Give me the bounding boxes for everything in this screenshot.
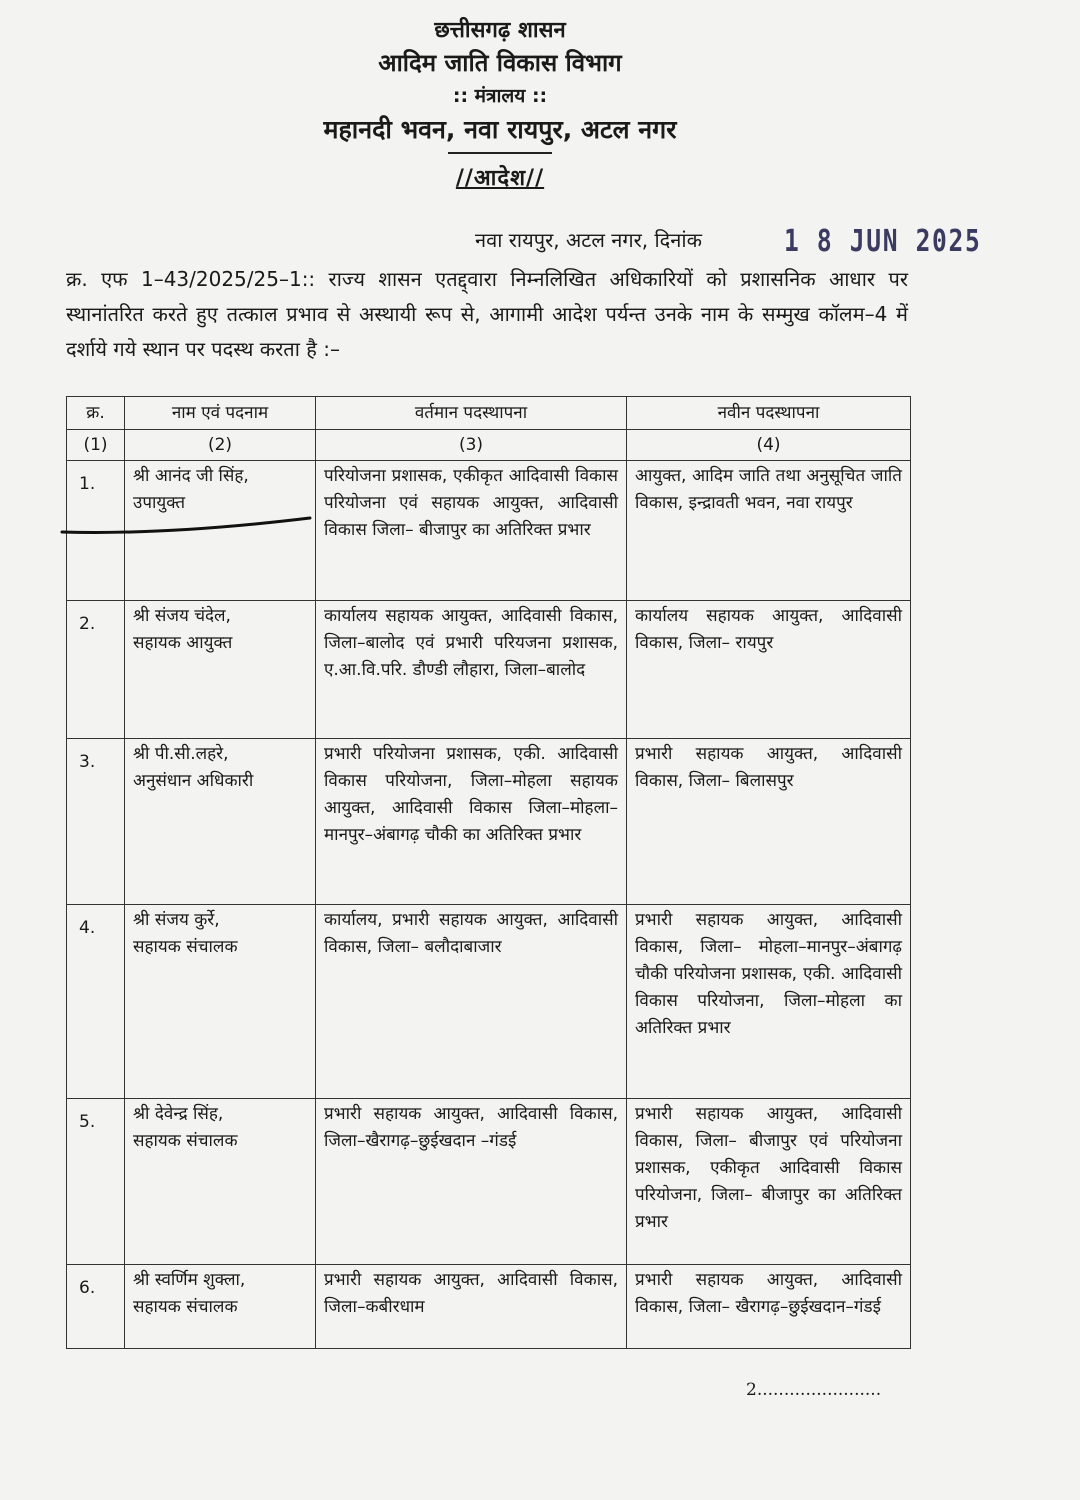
new-posting: आयुक्त, आदिम जाति तथा अनुसूचित जाति विकास, इन्द्रावती भवन, नवा रायपुर <box>627 461 911 601</box>
serial-number: 1. <box>67 461 125 601</box>
serial-number: 2. <box>67 601 125 739</box>
current-posting: प्रभारी सहायक आयुक्त, आदिवासी विकास, जिला–कबीरधाम <box>316 1265 627 1349</box>
document-header <box>0 14 1000 195</box>
header-current-posting: वर्तमान पदस्थापना <box>316 397 627 430</box>
officer-name: श्री संजय कुर्रे, <box>133 910 220 930</box>
new-posting: प्रभारी सहायक आयुक्त, आदिवासी विकास, जिला– बिलासपुर <box>627 739 911 905</box>
officer-name: श्री संजय चंदेल, <box>133 606 231 626</box>
current-posting: परियोजना प्रशासक, एकीकृत आदिवासी विकास परियोजना एवं सहायक आयुक्त, आदिवासी विकास जिला– बीजापुर का अतिरिक्त प्रभार <box>316 461 627 601</box>
serial-number: 5. <box>67 1099 125 1265</box>
officer-designation: अनुसंधान अधिकारी <box>133 771 254 791</box>
ministry-label: :: मंत्रालय :: <box>452 85 548 107</box>
officer-designation: सहायक आयुक्त <box>133 633 233 653</box>
office-address: महानदी भवन, नवा रायपुर, अटल नगर <box>323 115 677 144</box>
table-row <box>67 601 911 739</box>
pen-underline-mark <box>60 512 320 538</box>
column-number: (3) <box>316 430 627 461</box>
column-number: (4) <box>627 430 911 461</box>
officer-name: श्री स्वर्णिम शुक्ला, <box>133 1270 246 1290</box>
table-row <box>67 905 911 1099</box>
officer-cell <box>125 1099 316 1265</box>
officer-name: श्री पी.सी.लहरे, <box>133 744 229 764</box>
officer-name: श्री देवेन्द्र सिंह, <box>133 1104 224 1124</box>
officer-cell <box>125 1265 316 1349</box>
new-posting: कार्यालय सहायक आयुक्त, आदिवासी विकास, जिला– रायपुर <box>627 601 911 739</box>
officer-name: श्री आनंद जी सिंह, <box>133 466 249 486</box>
current-posting: कार्यालय सहायक आयुक्त, आदिवासी विकास, जिला–बालोद एवं प्रभारी परियजना प्रशासक, ए.आ.वि.परि. डौण्डी लौहारा, जिला–बालोद <box>316 601 627 739</box>
table-header-row <box>67 397 911 430</box>
current-posting: कार्यालय, प्रभारी सहायक आयुक्त, आदिवासी विकास, जिला– बलौदाबाजार <box>316 905 627 1099</box>
place-date-line: नवा रायपुर, अटल नगर, दिनांक <box>475 228 702 252</box>
new-posting: प्रभारी सहायक आयुक्त, आदिवासी विकास, जिला– बीजापुर एवं परियोजना प्रशासक, एकीकृत आदिवासी विकास परियोजना, जिला– बीजापुर का अतिरिक्त प्रभार <box>627 1099 911 1265</box>
officer-cell <box>125 601 316 739</box>
header-new-posting: नवीन पदस्थापना <box>627 397 911 430</box>
table-row <box>67 739 911 905</box>
serial-number: 6. <box>67 1265 125 1349</box>
officer-cell <box>125 739 316 905</box>
table-row <box>67 1099 911 1265</box>
officer-designation: सहायक संचालक <box>133 1297 238 1317</box>
new-posting: प्रभारी सहायक आयुक्त, आदिवासी विकास, जिला– खैरागढ़–छुईखदान–गंडई <box>627 1265 911 1349</box>
serial-number: 3. <box>67 739 125 905</box>
department-name: आदिम जाति विकास विभाग <box>378 49 622 77</box>
header-serial: क्र. <box>67 397 125 430</box>
header-divider <box>448 152 552 154</box>
column-number-row <box>67 430 911 461</box>
header-name: नाम एवं पदनाम <box>125 397 316 430</box>
date-stamp: 1 8 JUN 2025 <box>784 224 982 259</box>
transfer-table <box>66 396 911 1349</box>
serial-number: 4. <box>67 905 125 1099</box>
officer-cell <box>125 905 316 1099</box>
order-paragraph: क्र. एफ 1–43/2025/25–1:: राज्य शासन एतद्द्वारा निम्नलिखित अधिकारियों को प्रशासनिक आधार पर स्थानांतरित करते हुए तत्काल प्रभाव से अस्थायी रूप से, आगामी आदेश पर्यन्त उनके नाम के सम्मुख कॉलम–4 में दर्शाये गये स्थान पर पदस्थ करता है :– <box>66 267 908 361</box>
new-posting: प्रभारी सहायक आयुक्त, आदिवासी विकास, जिला– मोहला–मानपुर–अंबागढ़ चौकी परियोजना प्रशासक, एकी. आदिवासी विकास परियोजना, जिला–मोहला का अतिरिक्त प्रभार <box>627 905 911 1099</box>
page-continuation: 2....................... <box>746 1380 882 1400</box>
order-title: //आदेश// <box>455 166 545 191</box>
current-posting: प्रभारी सहायक आयुक्त, आदिवासी विकास, जिला–खैरागढ़–छुईखदान –गंडई <box>316 1099 627 1265</box>
current-posting: प्रभारी परियोजना प्रशासक, एकी. आदिवासी विकास परियोजना, जिला–मोहला सहायक आयुक्त, आदिवासी विकास जिला–मोहला– मानपुर–अंबागढ़ चौकी का अतिरिक्त प्रभार <box>316 739 627 905</box>
officer-designation: उपायुक्त <box>133 493 186 513</box>
government-name: छत्तीसगढ़ शासन <box>434 18 566 43</box>
officer-designation: सहायक संचालक <box>133 937 238 957</box>
officer-designation: सहायक संचालक <box>133 1131 238 1151</box>
column-number: (1) <box>67 430 125 461</box>
column-number: (2) <box>125 430 316 461</box>
table-row <box>67 1265 911 1349</box>
